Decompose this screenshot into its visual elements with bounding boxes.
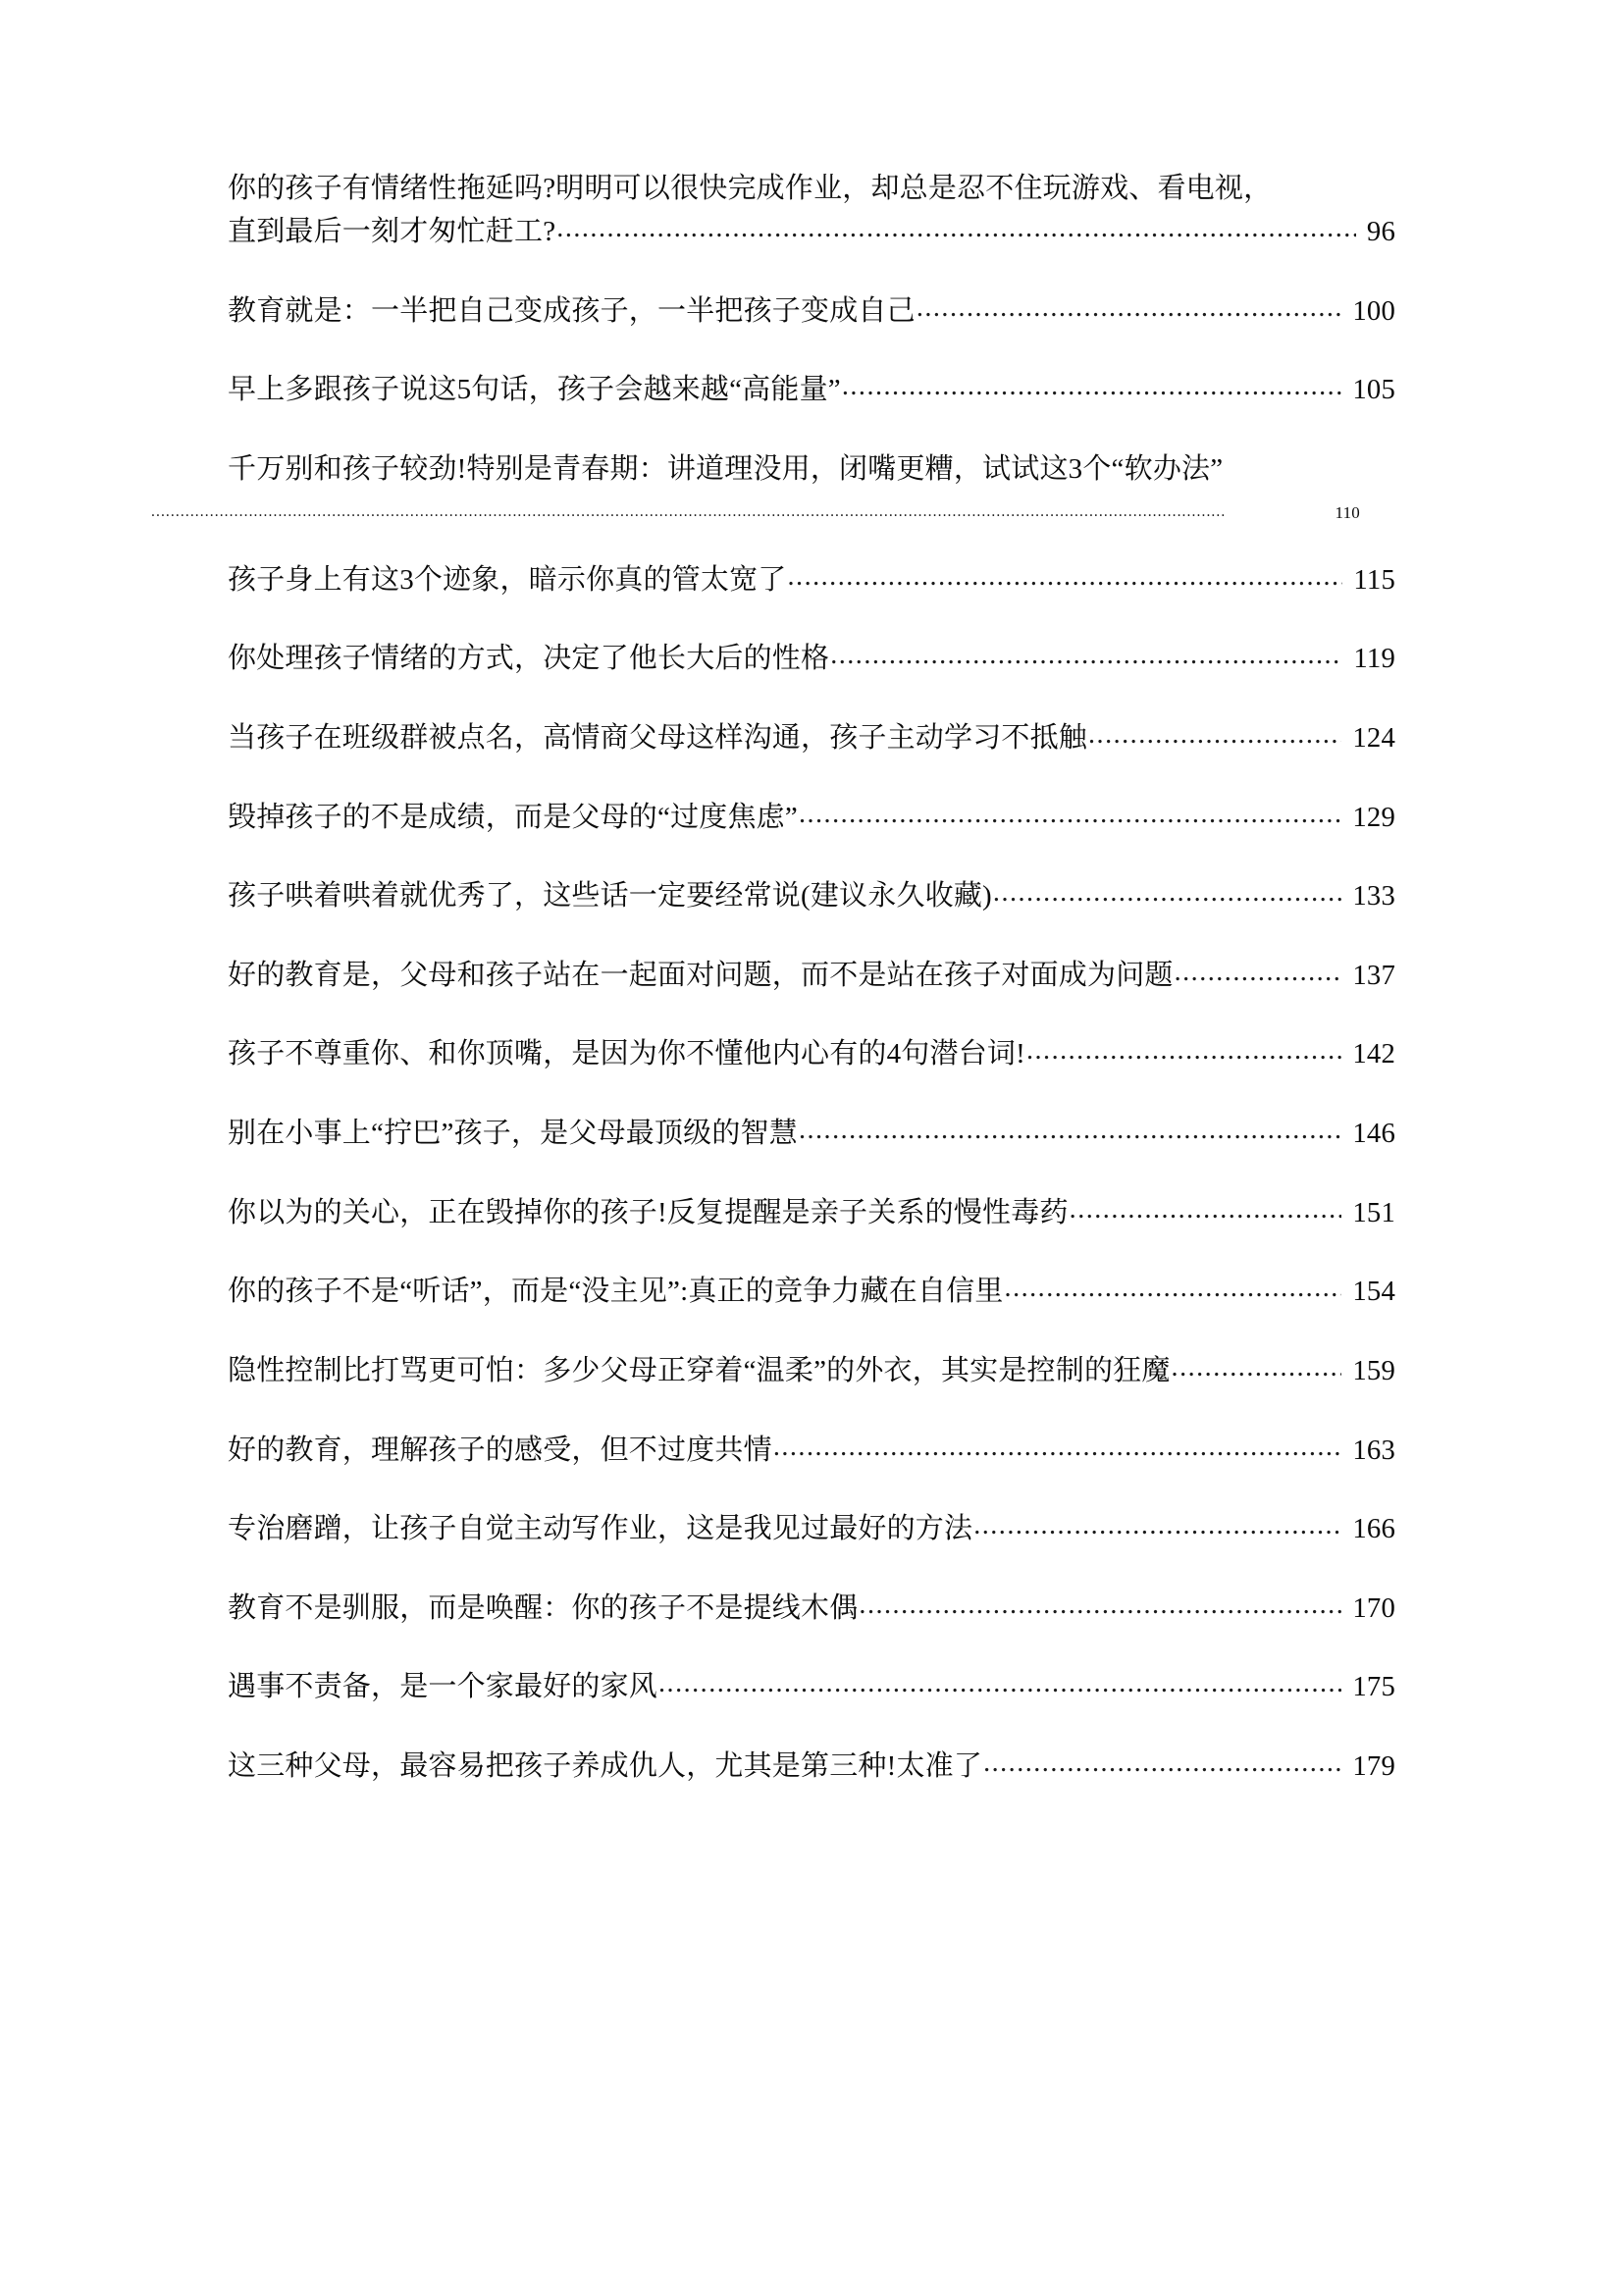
toc-entry-row (228, 637, 1395, 681)
toc-page-number: 110 (1335, 503, 1360, 523)
toc-entry-title: 你处理孩子情绪的方式，决定了他长大后的性格 (228, 643, 830, 675)
toc-entry-title: 教育不是驯服，而是唤醒：你的孩子不是提线木偶 (228, 1591, 859, 1624)
toc-entry[interactable] (228, 558, 1395, 602)
toc-entry[interactable] (228, 1745, 1395, 1789)
toc-entry-title: 毁掉孩子的不是成绩，而是父母的“过度焦虑” (228, 801, 798, 833)
toc-entry-title: 教育就是：一半把自己变成孩子，一半把孩子变成自己 (228, 294, 916, 327)
dot-leader (842, 384, 1341, 412)
toc-entry[interactable] (228, 796, 1395, 840)
toc-page-number: 159 (1352, 1354, 1395, 1386)
toc-entry-title-line (228, 210, 1395, 254)
dot-leader (788, 573, 1343, 601)
toc-entry[interactable] (228, 1587, 1395, 1631)
toc-entry-title: 好的教育，理解孩子的感受，但不过度共情 (228, 1434, 772, 1466)
toc-page-number: 133 (1352, 880, 1395, 913)
dot-leader (556, 226, 1356, 254)
toc-entry[interactable] (228, 1270, 1395, 1314)
toc-page-number: 129 (1352, 801, 1395, 833)
dot-leader (917, 304, 1342, 333)
dot-leader (973, 1523, 1341, 1551)
toc-page-number: 166 (1352, 1513, 1395, 1545)
dot-leader (830, 652, 1342, 681)
toc-entry-row (228, 1745, 1395, 1789)
toc-page-number: 163 (1352, 1434, 1395, 1466)
toc-page-number: 96 (1366, 216, 1395, 248)
dot-leader (1005, 1285, 1342, 1314)
toc-entry-row (228, 796, 1395, 840)
toc-entry[interactable] (228, 1349, 1395, 1393)
toc-entry[interactable] (228, 1112, 1395, 1156)
toc-entry-row (228, 289, 1395, 334)
toc-entry-row (228, 1429, 1395, 1473)
toc-entry-title: 遇事不责备，是一个家最好的家风 (228, 1671, 658, 1703)
toc-entry[interactable] (228, 167, 1395, 254)
toc-entry[interactable] (228, 1032, 1395, 1076)
toc-entry[interactable] (228, 289, 1395, 334)
toc-entry-row (228, 1270, 1395, 1314)
toc-entry-title (228, 167, 1395, 254)
dot-leader (983, 1760, 1341, 1789)
toc-page-number: 151 (1352, 1196, 1395, 1228)
toc-entry-title-text: 直到最后一刻才匆忙赶工? (228, 216, 556, 248)
toc-page-number: 179 (1352, 1750, 1395, 1783)
dot-leader (799, 810, 1341, 839)
toc-entry[interactable] (228, 368, 1395, 412)
table-of-contents (228, 167, 1395, 1789)
toc-entry-title: 当孩子在班级群被点名，高情商父母这样沟通，孩子主动学习不抵触 (228, 721, 1088, 754)
toc-entry-row (228, 716, 1395, 760)
toc-page-number: 154 (1352, 1276, 1395, 1308)
toc-entry[interactable] (228, 1665, 1395, 1709)
dot-leader (658, 1681, 1341, 1709)
toc-entry-title-line: 你的孩子有情绪性拖延吗?明明可以很快完成作业，却总是忍不住玩游戏、看电视， (228, 173, 1273, 204)
toc-page-number: 100 (1352, 294, 1395, 327)
toc-entry[interactable] (228, 637, 1395, 681)
toc-entry-row (228, 1507, 1395, 1551)
toc-page-number: 124 (1352, 721, 1395, 754)
dot-leader (799, 1127, 1341, 1156)
toc-entry-title: 早上多跟孩子说这5句话，孩子会越来越“高能量” (228, 374, 841, 406)
toc-page-number: 119 (1353, 643, 1395, 675)
toc-entry-row (228, 1349, 1395, 1393)
toc-entry-row (228, 368, 1395, 412)
toc-page-number: 142 (1352, 1038, 1395, 1070)
dot-leader (151, 507, 1310, 523)
toc-entry[interactable] (228, 874, 1395, 918)
toc-entry[interactable] (228, 1191, 1395, 1235)
toc-entry-leader-row (151, 504, 1395, 523)
toc-page-number: 137 (1352, 959, 1395, 991)
toc-entry-title: 别在小事上“拧巴”孩子，是父母最顶级的智慧 (228, 1118, 798, 1150)
dot-leader (993, 890, 1341, 918)
toc-entry-title: 隐性控制比打骂更可怕：多少父母正穿着“温柔”的外衣，其实是控制的狂魔 (228, 1354, 1171, 1386)
toc-entry-row (228, 1191, 1395, 1235)
toc-entry-title: 孩子不尊重你、和你顶嘴，是因为你不懂他内心有的4句潜台词! (228, 1038, 1025, 1070)
toc-page-number: 115 (1353, 563, 1395, 596)
toc-entry[interactable] (228, 1429, 1395, 1473)
toc-entry-title: 你的孩子不是“听话”，而是“没主见”:真正的竞争力藏在自信里 (228, 1276, 1004, 1308)
toc-page-number: 105 (1352, 374, 1395, 406)
toc-page-number: 175 (1352, 1671, 1395, 1703)
toc-entry[interactable] (228, 447, 1395, 523)
toc-entry-row (228, 1587, 1395, 1631)
toc-entry-title: 这三种父母，最容易把孩子养成仇人，尤其是第三种!太准了 (228, 1750, 983, 1783)
dot-leader (773, 1443, 1342, 1472)
toc-page-number: 170 (1352, 1591, 1395, 1624)
dot-leader (1070, 1206, 1342, 1234)
toc-entry-row (228, 1665, 1395, 1709)
toc-entry[interactable] (228, 954, 1395, 998)
toc-entry-title: 专治磨蹭，让孩子自觉主动写作业，这是我见过最好的方法 (228, 1513, 973, 1545)
toc-entry-row (228, 558, 1395, 602)
dot-leader (1172, 1365, 1342, 1393)
toc-entry-title: 你以为的关心，正在毁掉你的孩子!反复提醒是亲子关系的慢性毒药 (228, 1196, 1069, 1228)
dot-leader (859, 1601, 1341, 1630)
toc-entry[interactable] (228, 1507, 1395, 1551)
toc-entry-title: 孩子身上有这3个迹象，暗示你真的管太宽了 (228, 563, 787, 596)
toc-entry-row (228, 1112, 1395, 1156)
toc-entry-title: 孩子哄着哄着就优秀了，这些话一定要经常说(建议永久收藏) (228, 880, 992, 913)
toc-entry-title: 千万别和孩子较劲!特别是青春期：讲道理没用，闭嘴更糟，试试这3个“软办法” (228, 452, 1224, 485)
dot-leader (1088, 732, 1341, 760)
toc-entry-row (228, 874, 1395, 918)
dot-leader (1175, 968, 1342, 997)
toc-entry-row (228, 954, 1395, 998)
toc-entry[interactable] (228, 716, 1395, 760)
toc-page-number: 146 (1352, 1118, 1395, 1150)
toc-entry-row (228, 1032, 1395, 1076)
dot-leader (1026, 1048, 1341, 1076)
toc-entry-title: 好的教育是，父母和孩子站在一起面对问题，而不是站在孩子对面成为问题 (228, 959, 1174, 991)
